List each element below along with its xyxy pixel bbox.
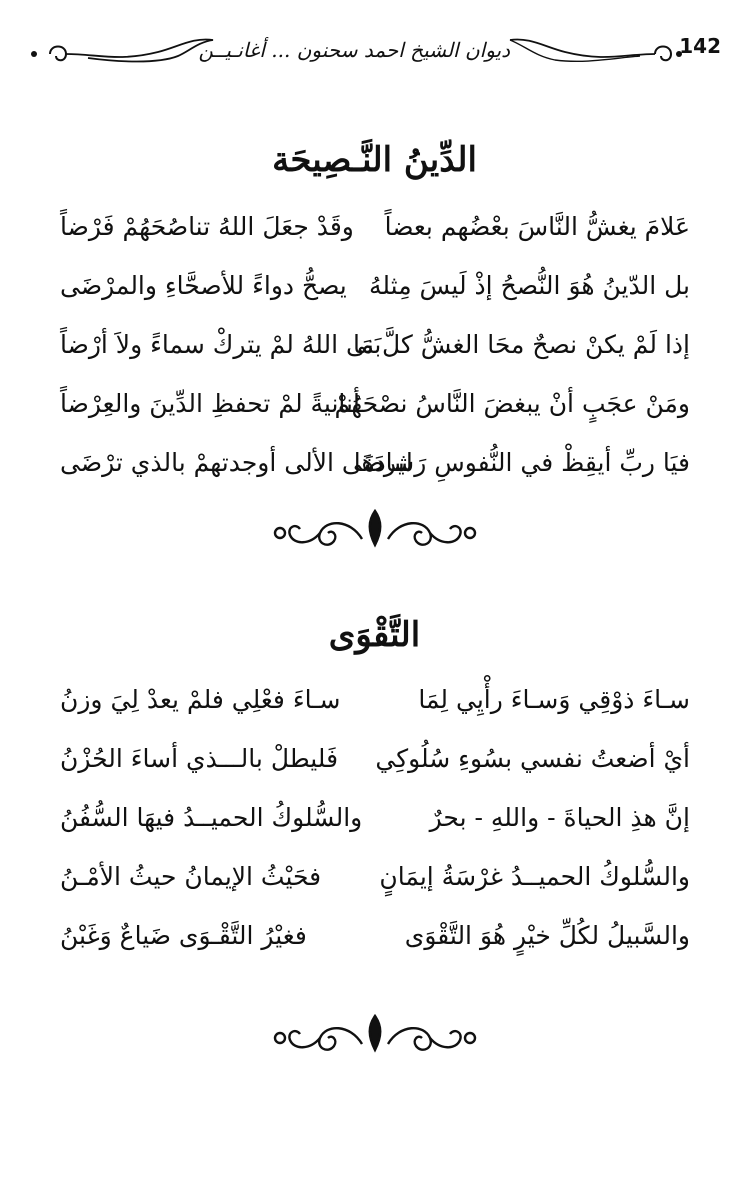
poem-1-verses xyxy=(60,212,690,507)
verse-second-hemistich: ليرضَى الألى أوجدتهمْ بالذي ترْضَى xyxy=(60,448,413,477)
verse xyxy=(60,862,690,921)
verse-first-hemistich: إذا لَمْ يكنْ نصحٌ محَا الغشُّ كلَّ مَا xyxy=(353,330,690,359)
page-number: 142 xyxy=(679,34,721,58)
verse-first-hemistich: فيَا ربِّ أيقِظْ في النُّفوسِ رَشادَهَا xyxy=(353,448,690,477)
verse xyxy=(60,803,690,862)
verse-second-hemistich: بَنى اللهُ لمْ يتركْ سماءً ولاَ أرْضاً xyxy=(60,330,382,359)
verse-second-hemistich: يصحُّ دواءً للأصحَّاءِ والمرْضَى xyxy=(60,271,347,300)
verse-first-hemistich: عَلامَ يغشُّ النَّاسَ بعْضُهم بعضاً xyxy=(384,212,690,241)
verse-second-hemistich: وقَدْ جعَلَ اللهُ تناصُحَهُمْ فَرْضاً xyxy=(60,212,354,241)
verse-first-hemistich: ومَنْ عجَبٍ أنْ يبغضَ النَّاسُ نصْحَهُمْ xyxy=(334,389,690,418)
page-header xyxy=(0,24,749,84)
verse xyxy=(60,330,690,389)
verse-first-hemistich: بل الدّينُ هُوَ النُّصحُ إذْ لَيسَ مِثلهُ xyxy=(369,271,690,300)
verse-first-hemistich: أيْ أضعتُ نفسي بسُوءِ سُلُوكِي xyxy=(375,744,690,773)
verse-second-hemistich: فغيْرُ التَّقْـوَى ضَياعٌ وَغَبْنُ xyxy=(60,921,307,950)
verse-first-hemistich: إنَّ هذِ الحياةَ - واللهِ - بحرٌ xyxy=(429,803,690,832)
verse xyxy=(60,389,690,448)
verse-second-hemistich: أنانيةً لمْ تحفظِ الدِّينَ والعِرْضاً xyxy=(60,389,360,418)
verse-second-hemistich: فَليطلْ بالـــذي أساءَ الحُزْنُ xyxy=(60,744,339,773)
verse-second-hemistich: سـاءَ فعْلِي فلمْ يعدْ لِيَ وزنُ xyxy=(60,685,341,714)
poem-title-1: الدِّينُ النَّـصِيحَة xyxy=(272,140,477,180)
poem-title-2: التَّقْوَى xyxy=(328,615,421,655)
verse xyxy=(60,271,690,330)
poem-2-verses xyxy=(60,685,690,980)
running-title: ديوان الشيخ احمد سحنون ... أغانـيــن xyxy=(198,38,510,62)
verse xyxy=(60,448,690,507)
verse-first-hemistich: سـاءَ ذوْقِي وَسـاءَ رأْيِي لِمَا xyxy=(418,685,690,714)
verse xyxy=(60,921,690,980)
verse-second-hemistich: والسُّلوكُ الحميــدُ فيهَا السُّفُنُ xyxy=(60,803,363,832)
verse xyxy=(60,744,690,803)
flourish-left-ornament xyxy=(28,32,218,72)
verse xyxy=(60,685,690,744)
flourish-right-ornament xyxy=(505,32,685,72)
verse-second-hemistich: فحَيْثُ الإيمانُ حيثُ الأمْـنُ xyxy=(60,862,322,891)
verse xyxy=(60,212,690,271)
section-divider-ornament xyxy=(270,1010,480,1060)
verse-first-hemistich: والسُّلوكُ الحميــدُ غرْسَةُ إيمَانٍ xyxy=(379,862,690,891)
section-divider-ornament xyxy=(270,505,480,555)
verse-first-hemistich: والسَّبيلُ لكُلِّ خيْرٍ هُوَ التَّقْوَى xyxy=(404,921,690,950)
